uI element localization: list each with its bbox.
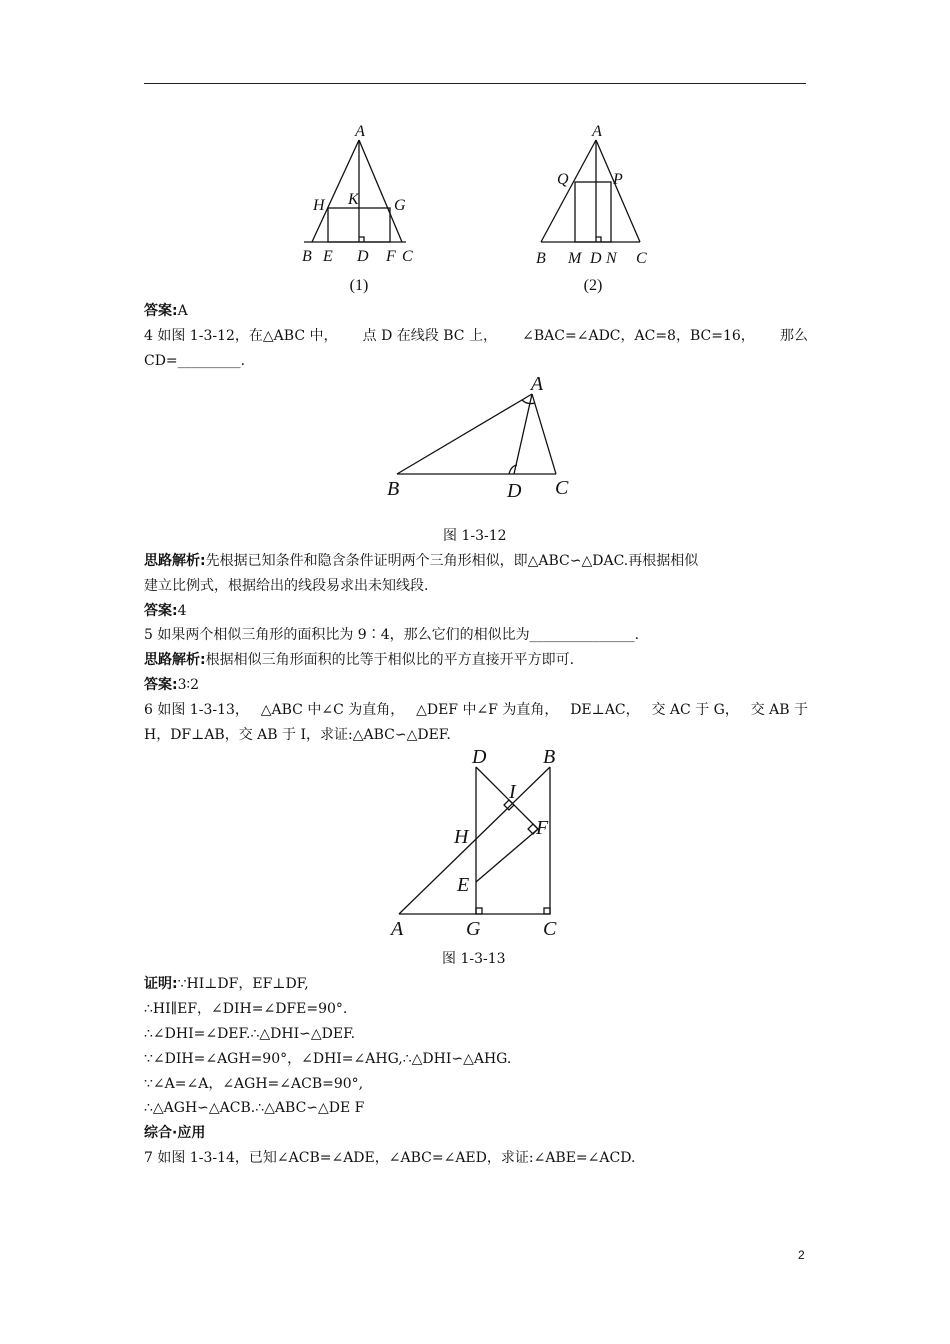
label-h: H xyxy=(454,826,469,848)
analysis-text: 根据相似三角形面积的比等于相似比的平方直接开平方即可. xyxy=(205,652,575,668)
analysis-label: 思路解析: xyxy=(144,652,206,668)
question-4-line2: CD=_________. xyxy=(144,353,246,369)
label-f: F xyxy=(386,248,396,265)
answer-value: 4 xyxy=(177,603,187,619)
section-heading: 综合·应用 xyxy=(144,1125,206,1141)
question-5: 5 如果两个相似三角形的面积比为 9∶4，那么它们的相似比为_______________. xyxy=(144,627,640,643)
question-6-segment: 交 AC 于 G， xyxy=(651,702,739,718)
question-4-segment: ∠BAC=∠ADC，AC=8，BC=16， xyxy=(522,328,755,344)
label-h: H xyxy=(313,197,325,214)
proof-text: ∵HI⊥DF，EF⊥DF, xyxy=(177,976,309,992)
answer-3 xyxy=(144,301,808,321)
question-4-segment: 那么 xyxy=(779,328,808,344)
figure-top-pair xyxy=(290,118,670,298)
label-b: B xyxy=(302,248,312,265)
proof-line-1 xyxy=(144,974,808,994)
figure-2-caption: (2) xyxy=(583,277,603,294)
label-b: B xyxy=(536,250,546,267)
question-6-segment: 交 AB 于 xyxy=(750,702,808,718)
label-b: B xyxy=(387,478,400,500)
label-i: I xyxy=(509,781,516,803)
label-e: E xyxy=(457,874,470,896)
question-6-segment: △ABC 中∠C 为直角， xyxy=(260,702,405,718)
figure-1-caption: (1) xyxy=(349,277,369,294)
question-4-analysis xyxy=(144,551,808,571)
label-d: D xyxy=(357,248,369,265)
question-6-segment: 6 如图 1-3-13， xyxy=(144,702,249,718)
label-q: Q xyxy=(557,171,569,188)
figure-1-3-13-caption: 图 1-3-13 xyxy=(442,951,506,967)
label-d: D xyxy=(507,480,522,502)
question-5-analysis xyxy=(144,650,808,670)
answer-label: 答案: xyxy=(144,603,178,619)
figure-1-3-13 xyxy=(385,745,570,940)
proof-line: ∴△AGH∽△ACB.∴△ABC∽△DE F xyxy=(144,1100,365,1116)
label-g: G xyxy=(394,197,406,214)
label-a: A xyxy=(391,918,404,940)
figure-2-right xyxy=(541,140,640,242)
label-c: C xyxy=(636,250,647,267)
answer-value: 3∶2 xyxy=(177,677,200,693)
label-d: D xyxy=(590,250,602,267)
figure-1-3-12 xyxy=(375,368,585,503)
proof-label: 证明: xyxy=(144,976,178,992)
label-p: P xyxy=(613,171,623,188)
analysis-label: 思路解析: xyxy=(144,553,206,569)
question-6-line1 xyxy=(144,700,808,720)
label-m: M xyxy=(568,250,582,267)
proof-line: ∵∠DIH=∠AGH=90°，∠DHI=∠AHG,∴△DHI∽△AHG. xyxy=(144,1051,512,1067)
proof-line: ∴HI∥EF，∠DIH=∠DFE=90°. xyxy=(144,1001,348,1017)
question-6-segment: △DEF 中∠F 为直角， xyxy=(416,702,559,718)
label-e: E xyxy=(323,248,333,265)
question-6-line2: H，DF⊥AB，交 AB 于 I，求证:△ABC∽△DEF. xyxy=(144,727,451,743)
label-n: N xyxy=(606,250,617,267)
analysis-text: 先根据已知条件和隐含条件证明两个三角形相似，即△ABC∽△DAC.再根据相似 xyxy=(205,553,699,569)
proof-line: ∵∠A=∠A，∠AGH=∠ACB=90°, xyxy=(144,1076,364,1092)
header-rule xyxy=(144,83,806,84)
question-4-line1 xyxy=(144,326,808,346)
label-c: C xyxy=(402,248,413,265)
page-number: 2 xyxy=(798,1248,805,1262)
question-4-segment: 4 如图 1-3-12，在△ABC 中， xyxy=(144,328,338,344)
answer-value: A xyxy=(177,303,188,319)
label-b: B xyxy=(543,746,556,768)
label-a: A xyxy=(592,123,602,140)
label-d: D xyxy=(472,746,487,768)
question-4-segment: 点 D 在线段 BC 上， xyxy=(362,328,497,344)
answer-5 xyxy=(144,675,808,695)
label-a: A xyxy=(355,123,365,140)
label-g: G xyxy=(466,918,481,940)
label-c: C xyxy=(555,477,569,499)
label-f: F xyxy=(536,817,549,839)
question-4-analysis-line2: 建立比例式，根据给出的线段易求出未知线段. xyxy=(144,578,429,594)
question-6-segment: DE⊥AC， xyxy=(570,702,640,718)
answer-4 xyxy=(144,601,808,621)
answer-label: 答案: xyxy=(144,303,178,319)
label-c: C xyxy=(543,918,557,940)
question-7: 7 如图 1-3-14，已知∠ACB=∠ADE，∠ABC=∠AED，求证:∠ABE=∠ACD. xyxy=(144,1150,636,1166)
answer-label: 答案: xyxy=(144,677,178,693)
proof-line: ∴∠DHI=∠DEF.∴△DHI∽△DEF. xyxy=(144,1026,356,1042)
figure-1-3-12-caption: 图 1-3-12 xyxy=(443,528,507,544)
label-a: A xyxy=(530,373,544,395)
label-k: K xyxy=(348,191,359,208)
